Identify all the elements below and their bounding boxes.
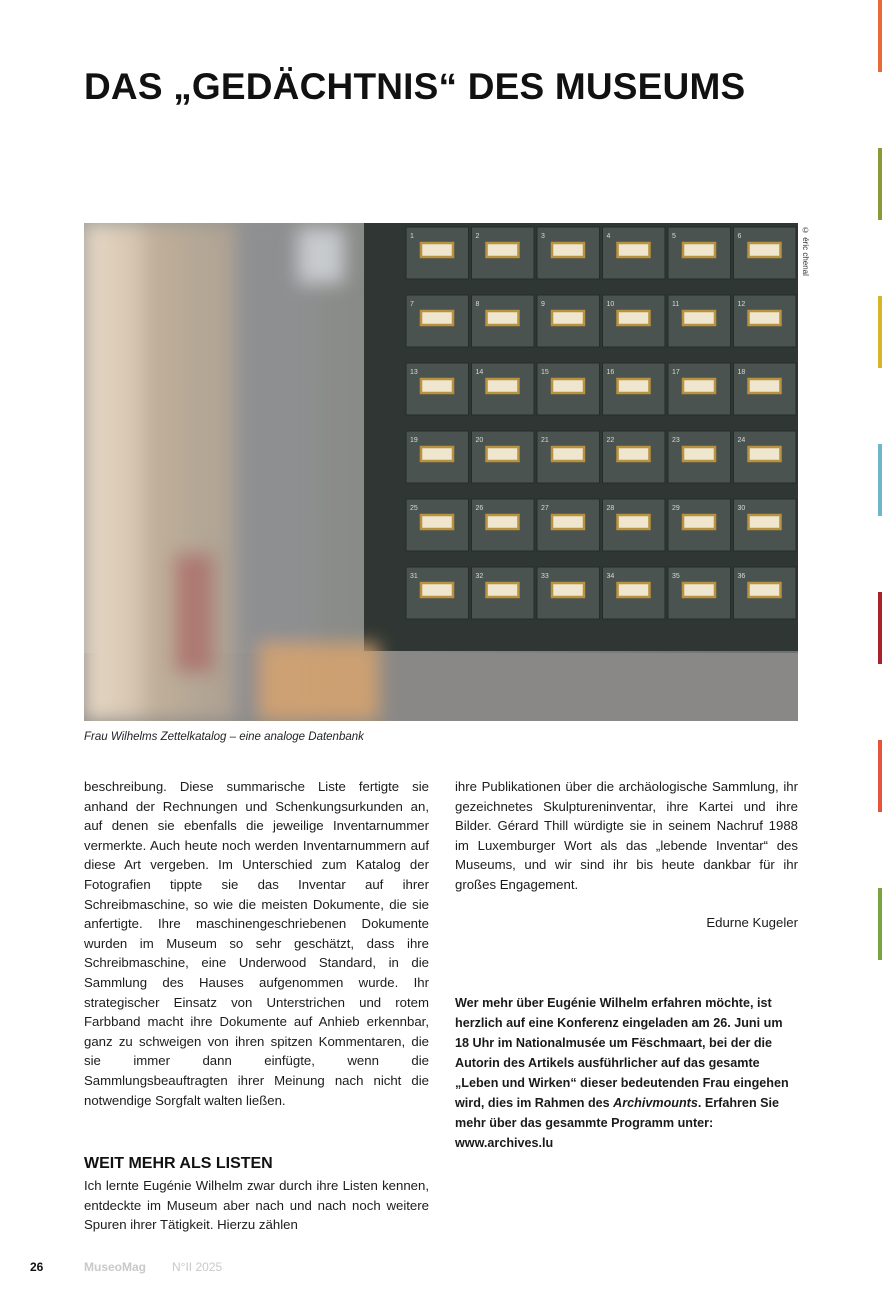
drawer-label-holder — [487, 243, 519, 257]
drawer-number: 14 — [475, 369, 484, 376]
drawer-number: 24 — [737, 437, 746, 444]
drawer-number: 17 — [672, 369, 680, 376]
drawer-label-holder — [421, 311, 453, 325]
drawer-label-holder — [749, 311, 781, 325]
drawer-label-holder — [421, 515, 453, 529]
section-tab-coral — [878, 740, 882, 812]
article-paragraph: Ich lernte Eugénie Wilhelm zwar durch ihre Listen kennen, entdeckte im Museum aber nach und nach noch weitere Spuren ihrer Tätigkeit. Hierzu zählen — [84, 1178, 429, 1233]
drawer-number: 11 — [672, 301, 680, 308]
drawer-number: 12 — [737, 301, 746, 308]
drawer-number: 26 — [475, 505, 484, 512]
drawer-number: 34 — [606, 573, 615, 580]
event-series-name: Archivmounts — [613, 1096, 698, 1110]
magazine-name: MuseoMag — [84, 1260, 147, 1274]
article-column-right — [455, 777, 798, 895]
drawer-number: 13 — [410, 369, 418, 376]
drawer-number: 4 — [606, 233, 611, 240]
drawer-label-holder — [683, 243, 715, 257]
page-number: 26 — [30, 1260, 44, 1274]
drawer-label-holder — [683, 583, 715, 597]
drawer-number: 3 — [541, 233, 545, 240]
drawer-label-holder — [487, 515, 519, 529]
event-info-link-text: . Erfahren Sie mehr über das gesammte Programm unter: www.archives.lu — [455, 1096, 780, 1150]
drawer-number: 16 — [606, 369, 615, 376]
drawer-number: 7 — [410, 301, 414, 308]
drawer-number: 31 — [410, 573, 418, 580]
section-tab-yellow — [878, 296, 882, 368]
photo-credit: © éric chenal — [801, 226, 810, 276]
drawer-number: 27 — [541, 505, 549, 512]
drawer-label-holder — [487, 379, 519, 393]
drawer-number: 28 — [606, 505, 615, 512]
drawer-label-holder — [683, 311, 715, 325]
drawer-label-holder — [683, 515, 715, 529]
drawer-label-holder — [487, 311, 519, 325]
drawer-label-holder — [618, 311, 650, 325]
issue-number: N°II 2025 — [172, 1260, 223, 1274]
drawer-number: 35 — [672, 573, 680, 580]
section-tab-blue — [878, 444, 882, 516]
photo-caption: Frau Wilhelms Zettelkatalog – eine analoge Datenbank — [84, 731, 364, 743]
drawer-number: 18 — [737, 369, 746, 376]
drawer-label-holder — [683, 379, 715, 393]
drawer-label-holder — [421, 583, 453, 597]
drawer-label-holder — [552, 311, 584, 325]
drawer-number: 9 — [541, 301, 545, 308]
drawer-number: 5 — [672, 233, 676, 240]
drawer-label-holder — [749, 379, 781, 393]
drawer-label-holder — [749, 583, 781, 597]
drawer-number: 10 — [606, 301, 615, 308]
drawer-number: 33 — [541, 573, 549, 580]
drawer-label-holder — [618, 243, 650, 257]
drawer-label-holder — [618, 447, 650, 461]
drawer-label-holder — [683, 447, 715, 461]
drawer-label-holder — [552, 583, 584, 597]
drawer-label-holder — [618, 583, 650, 597]
drawer-label-holder — [487, 583, 519, 597]
drawer-label-holder — [749, 515, 781, 529]
drawer-number: 32 — [475, 573, 484, 580]
author-name: Edurne Kugeler — [706, 915, 798, 930]
section-tab-red — [878, 592, 882, 664]
drawer-label-holder — [421, 243, 453, 257]
drawer-number: 25 — [410, 505, 418, 512]
drawer-number: 29 — [672, 505, 680, 512]
section-tab-olive — [878, 148, 882, 220]
drawer-number: 6 — [737, 233, 742, 240]
drawer-number: 1 — [410, 233, 414, 240]
drawer-number: 30 — [737, 505, 746, 512]
article-paragraph: ihre Publikationen über die archäologische Sammlung, ihr gezeichnetes Skulptureninventar, ihre Kartei und ihre Bilder. Gérard Thill würdigte sie in seinem Nachruf 1988 im Luxemburger Wort als das „lebende Inventar“ des Museums, und wir sind ihr bis heute dankbar für ihr großes Engagement. — [455, 779, 798, 892]
drawer-label-holder — [552, 243, 584, 257]
drawer-label-holder — [421, 447, 453, 461]
drawer-label-holder — [552, 515, 584, 529]
event-info-text: Wer mehr über Eugénie Wilhelm erfahren möchte, ist herzlich auf eine Konferenz eingeladen am 26. Juni um 18 Uhr im Nationalmusée um Fëschmaart, bei der die Autorin des Artikels ausführlicher auf das gesamte „Leben und Wirken“ dieser bedeutenden Frau eingehen wird, dies im Rahmen des — [455, 996, 789, 1110]
article-paragraph: beschreibung. Diese summarische Liste fertigte sie anhand der Rechnungen und Schenkungsurkunden an, auf denen sie ebenfalls die jeweilige Inventarnummer vermerkte. Auch heute noch werden Inventarnummern auf diese Art vergeben. Im Unterschied zum Katalog der Fotografien tippte sie das Inventar auf ihrer Schreibmaschine, so wie die meisten Dokumente, die sie anfertigte. Ihre maschinengeschriebenen Dokumente wurden im Museum so sehr geschätzt, dass ihre Schreibmaschine, eine Underwood Standard, in die Sammlung des Hauses aufgenommen wurde. Ihr strategischer Einsatz von Unterstrichen und rotem Farbband macht ihre Dokumente auf Anhieb erkennbar, ganz zu schweigen von ihren spitzen Kommentaren, die sie immer dann einfügte, wenn die Sammlungsbeauftragten ihrer Meinung nach nicht die notwendige Sorgfalt walten ließen. — [84, 779, 429, 1108]
section-tab-green — [878, 888, 882, 960]
drawer-number: 19 — [410, 437, 418, 444]
drawer-label-holder — [487, 447, 519, 461]
drawer-label-holder — [749, 447, 781, 461]
page-title: DAS „GEDÄCHTNIS“ DES MUSEUMS — [84, 66, 746, 107]
card-catalog-photo — [84, 223, 798, 721]
drawer-label-holder — [618, 379, 650, 393]
event-info-box — [455, 993, 800, 1153]
drawer-label-holder — [552, 379, 584, 393]
drawer-number: 22 — [606, 437, 615, 444]
section-tab-orange — [878, 0, 882, 72]
drawer-label-holder — [552, 447, 584, 461]
drawer-number: 21 — [541, 437, 549, 444]
section-subheading: WEIT MEHR ALS LISTEN — [84, 1155, 273, 1172]
article-column-left — [84, 777, 429, 1110]
drawer-number: 8 — [475, 301, 480, 308]
drawer-number: 15 — [541, 369, 549, 376]
card-catalog-illustration — [84, 223, 798, 721]
drawer-label-holder — [421, 379, 453, 393]
drawer-number: 20 — [475, 437, 484, 444]
drawer-label-holder — [749, 243, 781, 257]
drawer-number: 23 — [672, 437, 680, 444]
drawer-label-holder — [618, 515, 650, 529]
article-column-left-continued — [84, 1176, 429, 1235]
drawer-number: 2 — [475, 233, 480, 240]
drawer-number: 36 — [737, 573, 746, 580]
